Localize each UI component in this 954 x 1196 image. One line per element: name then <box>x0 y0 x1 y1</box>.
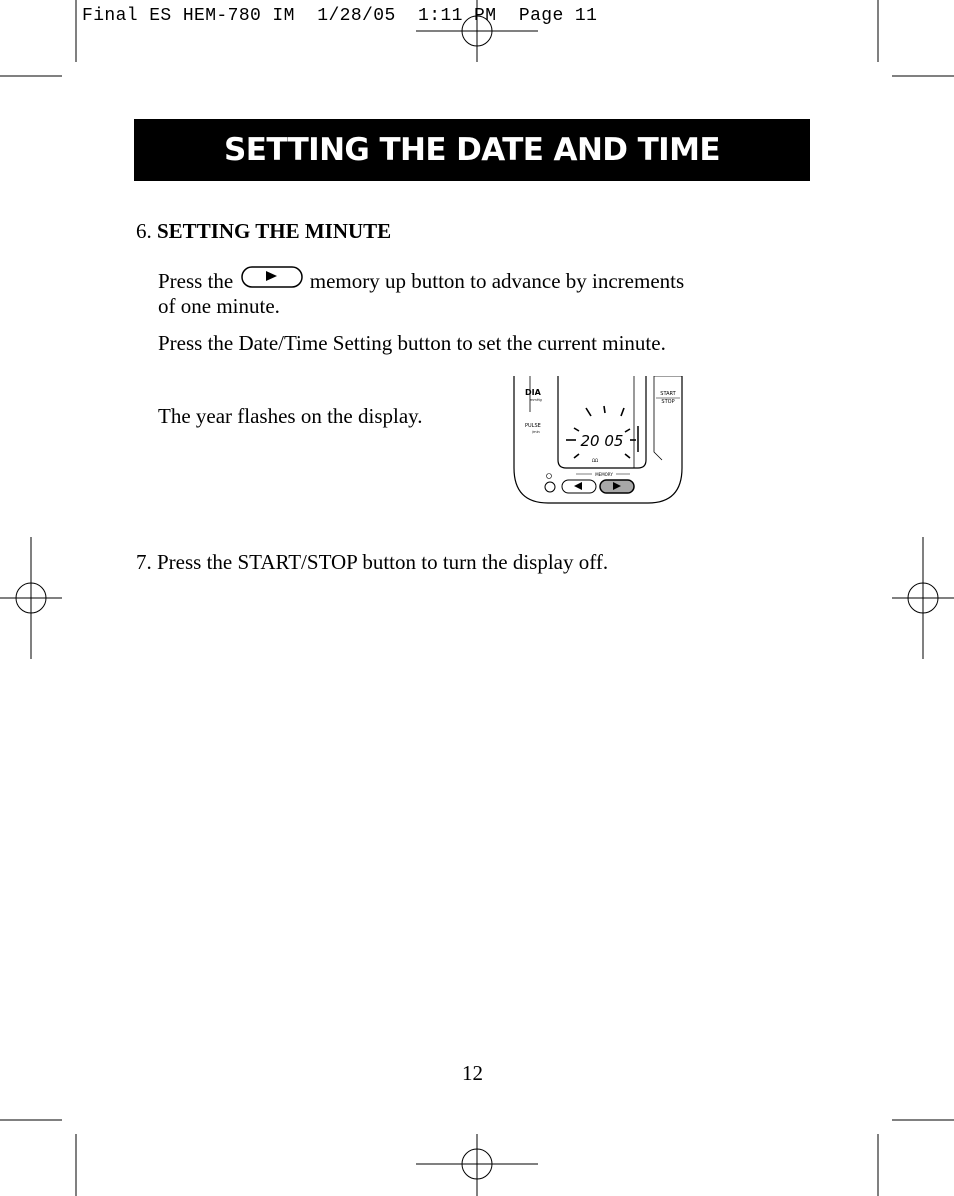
page-number: 12 <box>462 1061 483 1085</box>
step6-heading-line <box>136 218 391 245</box>
pulse-unit: /min <box>532 430 540 434</box>
memory-label: MEMORY <box>595 472 613 477</box>
pulse-label: PULSE <box>525 423 541 429</box>
stop-label: STOP <box>661 399 675 405</box>
print-slug: Final ES HEM-780 IM 1/28/05 1:11 PM Page 11 <box>82 6 598 26</box>
page-title: SETTING THE DATE AND TIME <box>224 132 720 168</box>
start-label: START <box>660 391 676 397</box>
set-minute-text: Press the Date/Time Setting button to set the current minute. <box>158 331 666 355</box>
press-prefix: Press the <box>158 269 234 293</box>
step7-text: 7. Press the START/STOP button to turn the display off. <box>136 550 609 574</box>
press-suffix: memory up button to advance by increments <box>309 269 685 293</box>
year-display: 20 05 <box>580 432 624 450</box>
dia-unit: mmHg <box>530 398 542 402</box>
step6-heading: SETTING THE MINUTE <box>157 219 392 243</box>
year-flashes-text: The year flashes on the display. <box>158 404 423 428</box>
device-illustration <box>512 376 684 506</box>
title-banner <box>134 119 810 181</box>
dia-label: DIA <box>525 388 541 397</box>
press-line2: of one minute. <box>158 294 280 318</box>
step6-number: 6. <box>136 219 152 243</box>
svg-text:ΩΩ: ΩΩ <box>592 458 599 463</box>
